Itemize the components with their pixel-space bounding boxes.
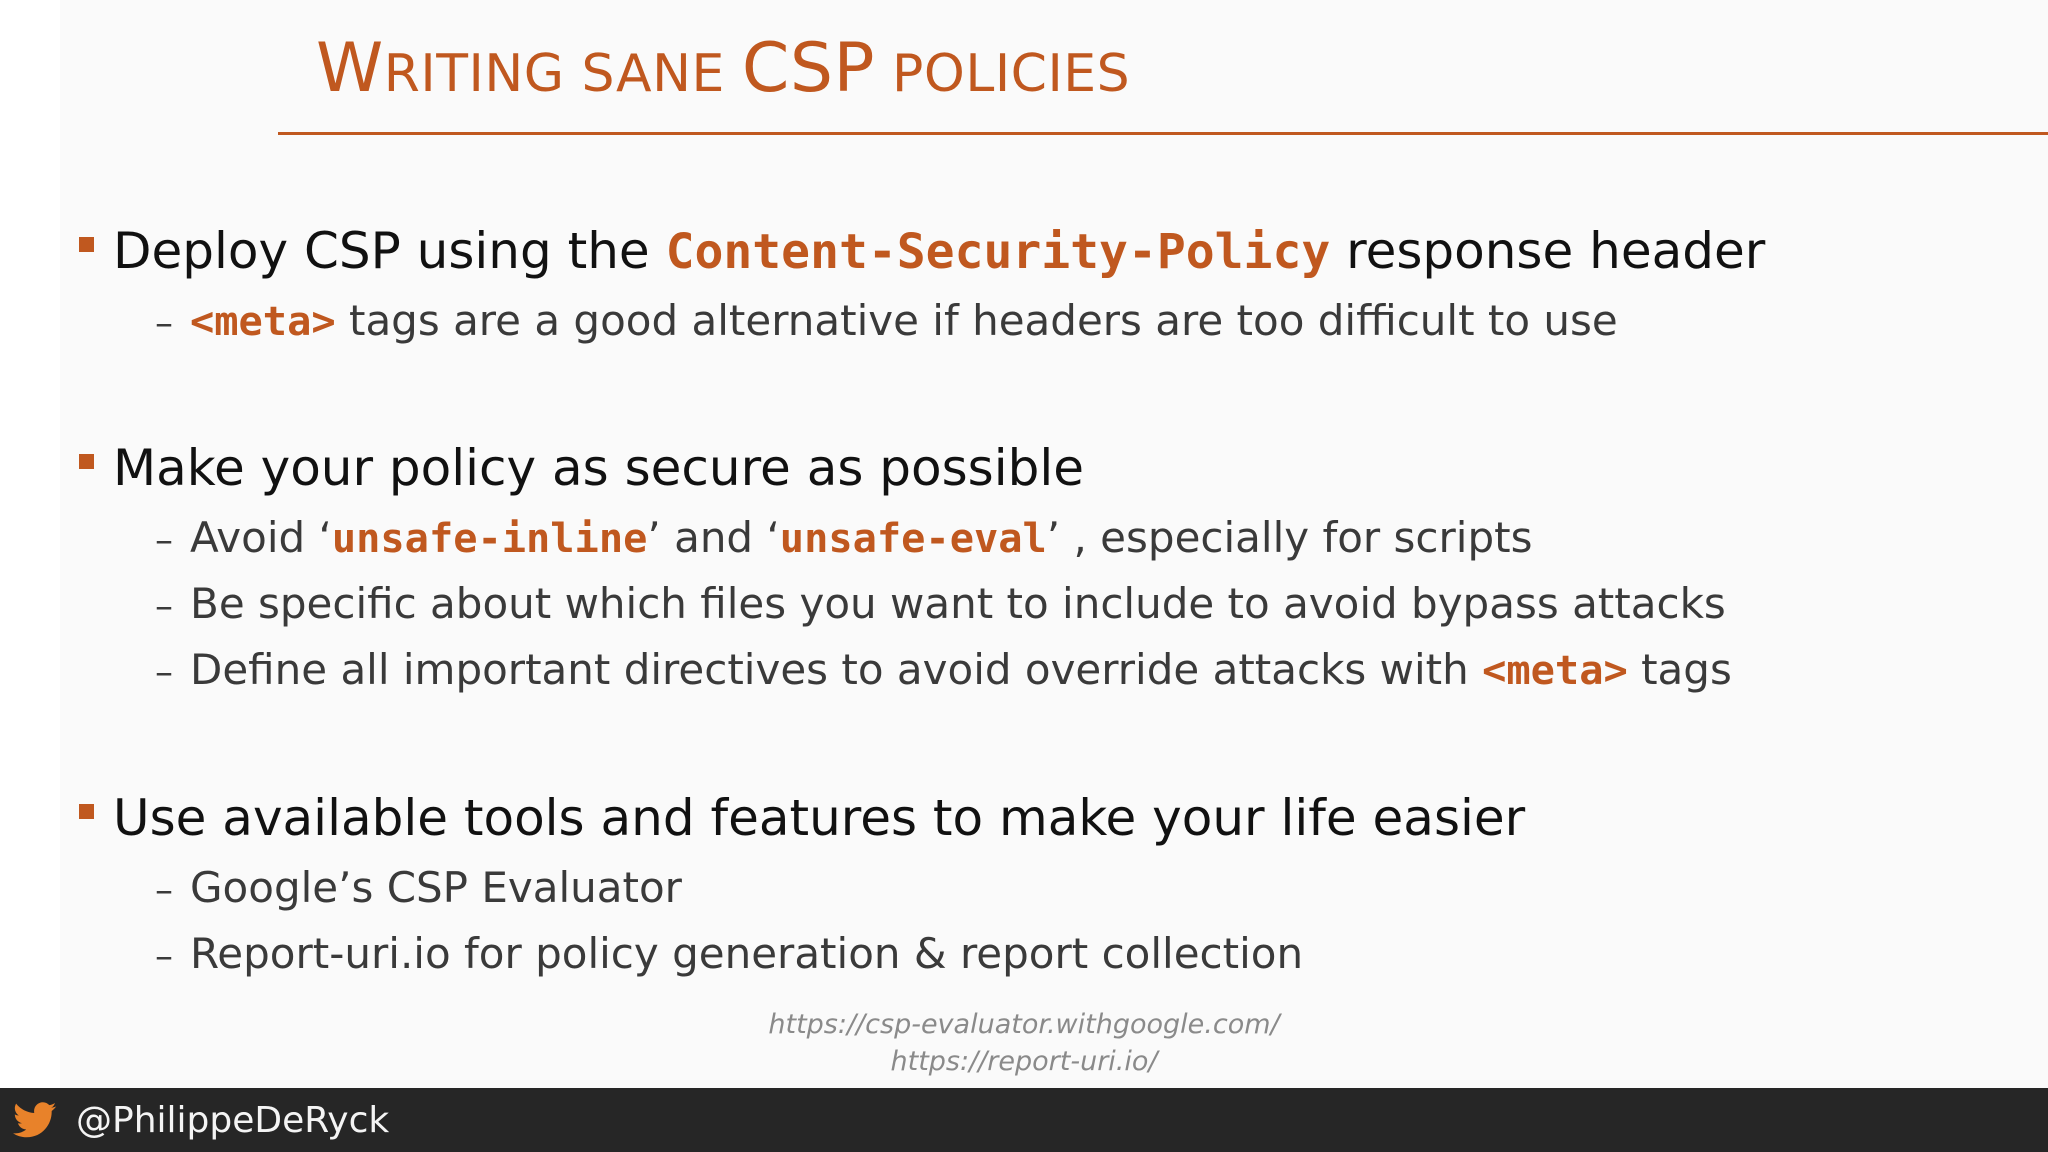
- code-meta: <meta>: [190, 298, 336, 345]
- code-unsafe-eval: unsafe-eval: [779, 515, 1047, 562]
- title-underline: [278, 132, 2048, 135]
- sub-bullet-be-specific: – Be specific about which files you want to include to avoid bypass attacks: [155, 579, 1726, 628]
- code-content-security-policy: Content-Security-Policy: [665, 224, 1331, 280]
- code-unsafe-inline: unsafe-inline: [331, 515, 648, 562]
- sub-bullet-csp-evaluator: – Google’s CSP Evaluator: [155, 863, 682, 912]
- slide-title: WRITING SANE CSP POLICIES: [316, 29, 1131, 108]
- bullet-deploy-csp: Deploy CSP using the Content-Security-Policy response header: [113, 222, 1766, 280]
- sub-bullet-avoid-unsafe: – Avoid ‘unsafe-inline’ and ‘unsafe-eval’ , especially for scripts: [155, 513, 1533, 562]
- link-csp-evaluator[interactable]: https://csp-evaluator.withgoogle.com/: [768, 1009, 1280, 1040]
- sub-bullet-meta-alternative: – <meta> tags are a good alternative if headers are too difficult to use: [155, 296, 1618, 345]
- twitter-handle[interactable]: @PhilippeDeRyck: [76, 1099, 390, 1141]
- sub-bullet-define-directives: – Define all important directives to avoid override attacks with <meta> tags: [155, 645, 1732, 694]
- bullet-secure-policy: Make your policy as secure as possible: [113, 439, 1084, 497]
- code-meta: <meta>: [1482, 647, 1628, 694]
- twitter-bird-icon: [10, 1098, 60, 1142]
- reference-links: [0, 1006, 2048, 1080]
- bullet-use-tools: Use available tools and features to make your life easier: [113, 789, 1526, 847]
- footer-bar: [0, 1088, 2048, 1152]
- link-report-uri[interactable]: https://report-uri.io/: [890, 1046, 1158, 1077]
- sub-bullet-report-uri: – Report-uri.io for policy generation & report collection: [155, 929, 1304, 978]
